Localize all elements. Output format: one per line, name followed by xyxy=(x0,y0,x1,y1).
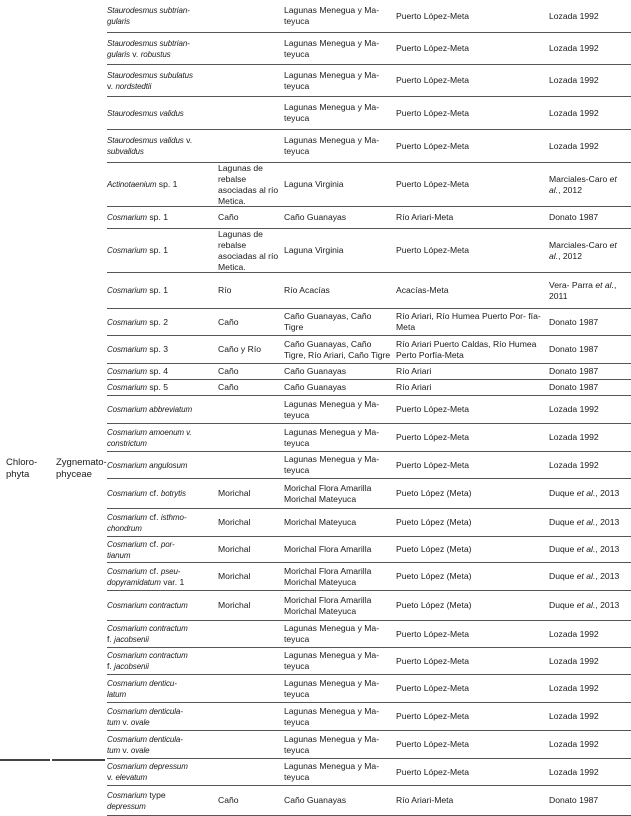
species-name-italic: Actinotaenium xyxy=(107,180,157,189)
species-name-italic: robustus xyxy=(140,49,171,59)
species-qualifier: f. xyxy=(107,661,115,671)
species-name-italic: Cosmarium xyxy=(107,790,147,800)
species-qualifier: cf. xyxy=(147,488,161,498)
table-row xyxy=(107,759,631,786)
site-cell: Río Acacías xyxy=(284,285,330,295)
species-cell xyxy=(107,512,218,534)
species-name-italic: Cosmarium denticula- xyxy=(107,734,183,744)
reference-italic: et al. xyxy=(576,488,596,498)
table-row xyxy=(107,648,631,675)
reference-italic: et al. xyxy=(576,517,596,527)
table-row xyxy=(107,675,631,703)
reference-italic: et al. xyxy=(549,173,617,195)
species-cell xyxy=(107,5,218,27)
reference-text: , 2012 xyxy=(558,184,582,195)
habitat-cell: Lagunas de rebalse asociadas al río Metica. xyxy=(218,228,279,272)
species-cell xyxy=(107,382,218,393)
species-name-italic: Staurodesmus subulatus xyxy=(107,70,193,80)
location-cell: Pueto López (Meta) xyxy=(396,517,472,527)
species-cell xyxy=(107,285,218,296)
reference-italic: et al. xyxy=(595,279,614,290)
habitat-cell: Lagunas de rebalse asociadas al río Metica. xyxy=(218,162,279,206)
species-cell xyxy=(107,706,218,728)
location-cell: Puerto López-Meta xyxy=(396,655,470,666)
species-name-italic: jacobsenii xyxy=(114,662,149,671)
species-name-italic: subvalidus xyxy=(107,147,144,156)
reference-text: Lozada 1992 xyxy=(549,739,599,749)
species-cell xyxy=(107,70,218,92)
species-qualifier: v. xyxy=(107,772,116,782)
species-name-italic: tianum xyxy=(107,550,131,560)
reference-text: Lozada 1992 xyxy=(549,628,599,639)
location-cell: Puerto López-Meta xyxy=(396,75,470,85)
location-cell: Puerto López-Meta xyxy=(396,766,470,777)
reference-text: , 2013 xyxy=(595,517,620,527)
reference-cell xyxy=(549,212,631,223)
species-qualifier: v. xyxy=(120,744,131,755)
species-cell xyxy=(107,135,218,157)
site-cell: Caño Guanayas xyxy=(284,212,347,222)
reference-text: , 2013 xyxy=(595,488,620,498)
species-cell xyxy=(107,317,218,328)
species-name-italic: Cosmarium xyxy=(107,367,147,376)
species-cell xyxy=(107,678,218,700)
species-cell xyxy=(107,539,218,561)
location-cell: Pueto López (Meta) xyxy=(396,600,472,610)
location-cell: Puerto López-Meta xyxy=(396,739,470,749)
species-name-italic: Cosmarium contractum xyxy=(107,624,188,633)
reference-text: Donato 1987 xyxy=(549,344,599,354)
table-row xyxy=(107,130,631,163)
site-cell: Morichal Flora Amarilla Morichal Mateyuca xyxy=(284,594,372,616)
site-cell: Caño Guanayas, Caño Tigre xyxy=(284,311,372,332)
habitat-cell: Morichal xyxy=(218,488,251,498)
species-name-italic: depressum xyxy=(107,801,146,811)
reference-cell xyxy=(549,141,631,152)
species-cell xyxy=(107,404,218,415)
species-name-italic: Cosmarium denticula- xyxy=(107,706,183,716)
table-row xyxy=(107,621,631,648)
reference-text: Lozada 1992 xyxy=(549,655,599,666)
reference-text: Lozada 1992 xyxy=(549,432,599,442)
table-row xyxy=(107,731,631,759)
location-cell: Puerto López-Meta xyxy=(396,628,470,639)
reference-cell xyxy=(549,174,631,196)
species-qualifier: v. xyxy=(183,135,193,145)
reference-text: Marciales-Caro xyxy=(549,173,610,184)
species-name-italic: Cosmarium xyxy=(107,246,147,255)
species-qualifier: f. xyxy=(107,634,115,644)
species-name-italic: Cosmarium xyxy=(107,345,147,354)
species-cell xyxy=(107,38,218,60)
species-cell xyxy=(107,600,218,611)
reference-cell xyxy=(549,683,631,694)
species-qualifier: sp. 1 xyxy=(147,285,169,295)
species-qualifier: sp. 3 xyxy=(147,344,169,354)
species-cell xyxy=(107,460,218,471)
location-cell: Río Ariari xyxy=(396,366,432,376)
species-name-italic: Cosmarium contractum xyxy=(107,601,188,610)
reference-text: Lozada 1992 xyxy=(549,43,599,53)
species-cell xyxy=(107,761,218,783)
table-row xyxy=(107,703,631,731)
reference-text: Marciales-Caro xyxy=(549,239,610,250)
location-cell: Río Ariari-Meta xyxy=(396,212,454,222)
location-cell: Puerto López-Meta xyxy=(396,107,470,118)
table-row xyxy=(107,33,631,65)
reference-text: Lozada 1992 xyxy=(549,140,599,151)
species-qualifier: sp. 1 xyxy=(156,179,178,189)
species-name-italic: Cosmarium xyxy=(107,539,147,549)
species-name-italic: Cosmarium xyxy=(107,512,147,522)
species-cell xyxy=(107,650,218,672)
table-row xyxy=(107,563,631,591)
habitat-cell: Caño xyxy=(218,366,239,376)
species-name-italic: botrytis xyxy=(160,489,186,498)
species-name-italic: ovale xyxy=(130,717,150,727)
reference-cell xyxy=(549,240,631,262)
phylum-line: phyta xyxy=(6,469,30,480)
species-table xyxy=(107,0,631,816)
reference-text: Donato 1987 xyxy=(549,795,599,805)
reference-cell xyxy=(549,488,631,499)
location-cell: Río Ariari xyxy=(396,382,432,392)
species-qualifier: type xyxy=(147,789,166,800)
site-cell: Caño Guanayas xyxy=(284,366,347,376)
species-cell xyxy=(107,366,218,377)
reference-italic: et al. xyxy=(576,544,596,554)
site-cell: Caño Guanayas, Caño Tigre, Río Ariari, Caño Tigre xyxy=(284,338,391,360)
species-cell xyxy=(107,790,218,812)
reference-italic: et al. xyxy=(576,600,596,610)
species-name-italic: jacobsenii xyxy=(114,635,149,644)
phylum-line: Chloro- xyxy=(6,457,38,468)
reference-text: Donato 1987 xyxy=(549,382,599,392)
species-name-italic: Staurodesmus validus xyxy=(107,108,184,118)
species-cell xyxy=(107,344,218,355)
table-row xyxy=(107,509,631,537)
reference-text: Lozada 1992 xyxy=(549,107,599,118)
species-name-italic: nordstedtii xyxy=(115,81,152,91)
reference-cell xyxy=(549,43,631,54)
reference-italic: et al. xyxy=(576,571,596,581)
reference-text: Duque xyxy=(549,600,577,610)
species-name-italic: Cosmarium contractum xyxy=(107,651,188,660)
species-name-italic: dopyramidatum xyxy=(107,577,161,587)
reference-text: Lozada 1992 xyxy=(549,459,599,470)
site-cell: Lagunas Menegua y Ma- teyuca xyxy=(284,454,380,475)
location-cell: Pueto López (Meta) xyxy=(396,488,472,498)
site-cell: Lagunas Menegua y Ma- teyuca xyxy=(284,623,380,644)
table-row xyxy=(107,396,631,424)
table-row xyxy=(107,336,631,364)
location-cell: Puerto López-Meta xyxy=(396,140,470,151)
species-name-italic: elevatum xyxy=(115,773,148,782)
species-qualifier: sp. 1 xyxy=(147,245,169,255)
table-row xyxy=(107,97,631,130)
habitat-cell: Morichal xyxy=(218,544,251,554)
species-qualifier: sp. 1 xyxy=(147,212,169,222)
species-name-italic: Cosmarium xyxy=(107,317,147,327)
habitat-cell: Caño y Río xyxy=(218,344,261,354)
table-row xyxy=(107,229,631,273)
species-qualifier: var. 1 xyxy=(160,576,185,587)
habitat-cell: Morichal xyxy=(218,571,251,581)
species-qualifier: sp. 4 xyxy=(147,366,169,376)
species-name-italic: constrictum xyxy=(107,438,147,448)
species-qualifier: cf. xyxy=(147,538,161,549)
reference-cell xyxy=(549,280,631,302)
table-row xyxy=(107,207,631,229)
species-name-italic: isthmo- xyxy=(160,512,187,522)
species-name-italic: tum xyxy=(107,745,121,755)
species-name-italic: ovale xyxy=(130,745,150,755)
habitat-cell: Caño xyxy=(218,316,239,327)
species-cell xyxy=(107,108,218,119)
reference-cell xyxy=(549,366,631,377)
site-cell: Morichal Flora Amarilla Morichal Mateyuca xyxy=(284,565,372,587)
reference-text: Lozada 1992 xyxy=(549,404,599,414)
location-cell: Puerto López-Meta xyxy=(396,10,470,21)
species-cell xyxy=(107,179,218,190)
habitat-cell: Morichal xyxy=(218,517,251,527)
reference-cell xyxy=(549,75,631,86)
species-cell xyxy=(107,245,218,256)
site-cell: Lagunas Menegua y Ma- teyuca xyxy=(284,135,380,156)
reference-cell xyxy=(549,517,631,528)
reference-text: Lozada 1992 xyxy=(549,683,599,693)
table-row xyxy=(107,65,631,97)
reference-cell xyxy=(549,382,631,393)
reference-cell xyxy=(549,460,631,471)
site-cell: Lagunas Menegua y Ma- teyuca xyxy=(284,761,380,782)
reference-cell xyxy=(549,795,631,806)
table-row xyxy=(107,479,631,509)
reference-text: Donato 1987 xyxy=(549,316,599,327)
site-cell: Caño Guanayas xyxy=(284,795,347,805)
site-cell: Caño Guanayas xyxy=(284,382,347,392)
reference-cell xyxy=(549,739,631,750)
reference-cell xyxy=(549,571,631,582)
site-cell: Lagunas Menegua y Ma- teyuca xyxy=(284,69,380,91)
species-name-italic: latum xyxy=(107,689,127,699)
species-qualifier: cf. xyxy=(147,565,161,576)
species-cell xyxy=(107,623,218,645)
table-row xyxy=(107,452,631,479)
table-row xyxy=(107,273,631,309)
species-cell xyxy=(107,566,218,588)
species-name-italic: Cosmarium xyxy=(107,489,147,498)
species-qualifier: cf. xyxy=(147,511,161,522)
location-cell: Puerto López-Meta xyxy=(396,43,470,53)
habitat-cell: Caño xyxy=(218,795,239,805)
location-cell: Puerto López-Meta xyxy=(396,179,470,189)
reference-text: Lozada 1992 xyxy=(549,10,599,21)
species-name-italic: Cosmarium xyxy=(107,286,147,295)
site-cell: Morichal Mateyuca xyxy=(284,517,357,527)
reference-cell xyxy=(549,432,631,443)
site-cell: Lagunas Menegua y Ma- teyuca xyxy=(284,5,380,26)
species-name-italic: gularis xyxy=(107,17,130,26)
reference-text: , 2013 xyxy=(595,571,620,581)
reference-cell xyxy=(549,711,631,722)
table-row xyxy=(107,0,631,33)
reference-text: Vera- Parra xyxy=(549,279,596,290)
species-name-italic: Cosmarium angulosum xyxy=(107,460,188,470)
habitat-cell: Morichal xyxy=(218,600,251,610)
reference-text: Donato 1987 xyxy=(549,212,599,222)
site-cell: Lagunas Menegua y Ma- teyuca xyxy=(284,705,380,727)
species-name-italic: Cosmarium xyxy=(107,213,147,222)
reference-text: Duque xyxy=(549,517,577,527)
reference-text: Lozada 1992 xyxy=(549,711,599,721)
reference-text: , 2012 xyxy=(558,250,582,261)
site-cell: Morichal Flora Amarilla xyxy=(284,544,372,554)
reference-text: Lozada 1992 xyxy=(549,75,599,85)
habitat-cell: Caño xyxy=(218,212,239,222)
site-cell: Lagunas Menegua y Ma- teyuca xyxy=(284,733,380,755)
reference-text: , 2011 xyxy=(549,279,617,301)
reference-text: Duque xyxy=(549,488,577,498)
location-cell: Acacías-Meta xyxy=(396,285,449,295)
species-cell xyxy=(107,212,218,223)
site-cell: Lagunas Menegua y Ma- teyuca xyxy=(284,650,380,671)
table-row xyxy=(107,364,631,380)
location-cell: Pueto López (Meta) xyxy=(396,544,472,554)
species-cell xyxy=(107,488,218,499)
reference-cell xyxy=(549,11,631,22)
site-cell: Lagunas Menegua y Ma- teyuca xyxy=(284,677,380,699)
location-cell: Puerto López-Meta xyxy=(396,432,470,442)
species-cell xyxy=(107,427,218,449)
reference-text: Lozada 1992 xyxy=(549,766,599,777)
reference-cell xyxy=(549,767,631,778)
reference-italic: et al. xyxy=(549,239,617,261)
species-name-italic: Staurodesmus subtrian- xyxy=(107,38,190,48)
site-cell: Laguna Virginia xyxy=(284,245,344,255)
species-name-italic: Cosmarium denticu- xyxy=(107,678,177,688)
species-name-italic: gularis xyxy=(107,49,130,59)
species-name-italic: Cosmarium abbreviatum xyxy=(107,405,193,414)
species-name-italic: tum xyxy=(107,717,121,727)
species-name-italic: Cosmarium depressum xyxy=(107,762,188,771)
class-label xyxy=(56,457,107,481)
reference-text: Duque xyxy=(549,544,577,554)
site-cell: Lagunas Menegua y Ma- teyuca xyxy=(284,398,380,420)
reference-text: , 2013 xyxy=(595,544,620,554)
table-row xyxy=(107,591,631,621)
class-line: Zygnemato- xyxy=(56,457,107,468)
site-cell: Lagunas Menegua y Ma- teyuca xyxy=(284,426,380,448)
class-line: phyceae xyxy=(56,469,92,480)
table-row xyxy=(107,163,631,207)
site-cell: Morichal Flora Amarilla Morichal Mateyuca xyxy=(284,482,372,504)
location-cell: Puerto López-Meta xyxy=(396,683,470,693)
site-cell: Lagunas Menegua y Ma- teyuca xyxy=(284,102,380,123)
reference-cell xyxy=(549,544,631,555)
species-name-italic: Cosmarium amoenum v. xyxy=(107,427,192,437)
species-qualifier: sp. 5 xyxy=(147,382,169,392)
location-cell: Pueto López (Meta) xyxy=(396,571,472,581)
reference-cell xyxy=(549,629,631,640)
species-name-italic: Cosmarium xyxy=(107,383,147,392)
site-cell: Laguna Virginia xyxy=(284,179,344,189)
reference-text: Donato 1987 xyxy=(549,366,599,376)
reference-cell xyxy=(549,404,631,415)
phylum-label xyxy=(6,457,37,481)
reference-cell xyxy=(549,344,631,355)
species-qualifier: v. xyxy=(129,48,141,59)
reference-text: , 2013 xyxy=(595,600,620,610)
table-row xyxy=(107,537,631,563)
habitat-cell: Caño xyxy=(218,382,239,392)
location-cell: Puerto López-Meta xyxy=(396,459,470,470)
table-row xyxy=(107,380,631,396)
table-row xyxy=(107,309,631,336)
reference-cell xyxy=(549,600,631,611)
species-cell xyxy=(107,734,218,756)
species-name-italic: Staurodesmus subtrian- xyxy=(107,6,190,15)
reference-cell xyxy=(549,656,631,667)
species-qualifier: v. xyxy=(107,80,116,91)
species-name-italic: Staurodesmus validus xyxy=(107,136,184,145)
reference-text: Duque xyxy=(549,571,577,581)
species-name-italic: por- xyxy=(160,539,175,549)
species-qualifier: v. xyxy=(120,716,131,727)
table-row xyxy=(107,424,631,452)
species-qualifier: sp. 2 xyxy=(147,316,169,327)
location-cell: Río Ariari Puerto Caldas, Río Humea Perto Porfía-Meta xyxy=(396,338,537,360)
location-cell: Puerto López-Meta xyxy=(396,711,470,721)
location-cell: Río Ariari, Río Humea Puerto Por- fía-Meta xyxy=(396,311,541,332)
species-name-italic: Cosmarium xyxy=(107,566,147,576)
location-cell: Puerto López-Meta xyxy=(396,404,470,414)
location-cell: Río Ariari-Meta xyxy=(396,795,454,805)
species-name-italic: pseu- xyxy=(160,566,181,576)
table-row xyxy=(107,786,631,816)
reference-cell xyxy=(549,108,631,119)
location-cell: Puerto López-Meta xyxy=(396,245,470,255)
habitat-cell: Río xyxy=(218,285,232,295)
site-cell: Lagunas Menegua y Ma- teyuca xyxy=(284,37,380,59)
species-name-italic: chondrum xyxy=(107,523,142,533)
reference-cell xyxy=(549,317,631,328)
